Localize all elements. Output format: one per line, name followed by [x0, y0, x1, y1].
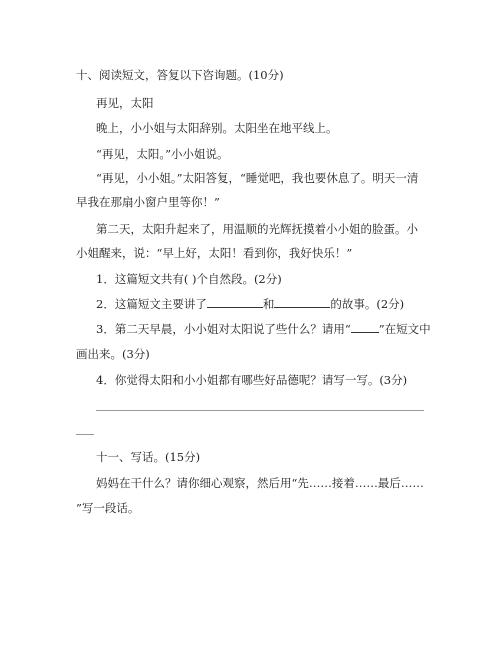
section-11-title: 十一、写话。(15分): [96, 450, 201, 464]
passage-heading: 再见，太阳: [96, 96, 154, 110]
answer-blank-1[interactable]: [207, 296, 263, 308]
question-3-suffix: ”在短文中: [378, 322, 431, 336]
answer-line[interactable]: [96, 410, 424, 411]
passage-paragraph-4-line-1: 第二天，太阳升起来了，用温顺的光辉抚摸着小小姐的脸蛋。小: [96, 222, 418, 236]
question-2-mid: 和: [262, 297, 275, 311]
passage-paragraph-1: 晚上，小小姐与太阳辞别。太阳坐在地平线上。: [96, 121, 338, 135]
question-2-prefix: 2．这篇短文主要讲了: [96, 297, 207, 311]
underline-mark-blank: [351, 321, 379, 333]
answer-blank-2[interactable]: [274, 296, 330, 308]
question-2-suffix: 的故事。(2分): [330, 297, 405, 311]
answer-line-continuation[interactable]: [76, 434, 94, 435]
writing-prompt-line-2: ”写一段话。: [76, 501, 140, 515]
question-3-prefix: 3．第二天早晨，小小姐对太阳说了些什么？请用“: [96, 322, 351, 336]
section-10-title: 十、阅读短文，答复以下咨询题。(10分): [76, 68, 284, 82]
question-4: 4．你觉得太阳和小小姐都有哪些好品德呢？请写一写。(3分): [96, 373, 408, 387]
question-2: [96, 296, 440, 312]
passage-paragraph-2: “再见，太阳。”小小姐说。: [96, 147, 229, 161]
writing-prompt-line-1: 妈妈在干什么？请你细心观察，然后用“先……接着……最后……: [96, 476, 424, 490]
question-1: 1．这篇短文共有( )个自然段。(2分): [96, 272, 282, 286]
question-3-line-2: 画出来。(3分): [76, 347, 150, 361]
question-3-line-1: [96, 321, 440, 337]
passage-paragraph-3-line-2: 早我在那扇小窗户里等你！”: [76, 195, 220, 209]
passage-paragraph-4-line-2: 小姐醒来，说：“早上好，太阳！看到你，我好快乐！”: [76, 246, 353, 260]
passage-paragraph-3-line-1: “再见，小小姐。”太阳答复，“睡觉吧，我也要休息了。明天一清: [96, 171, 419, 185]
